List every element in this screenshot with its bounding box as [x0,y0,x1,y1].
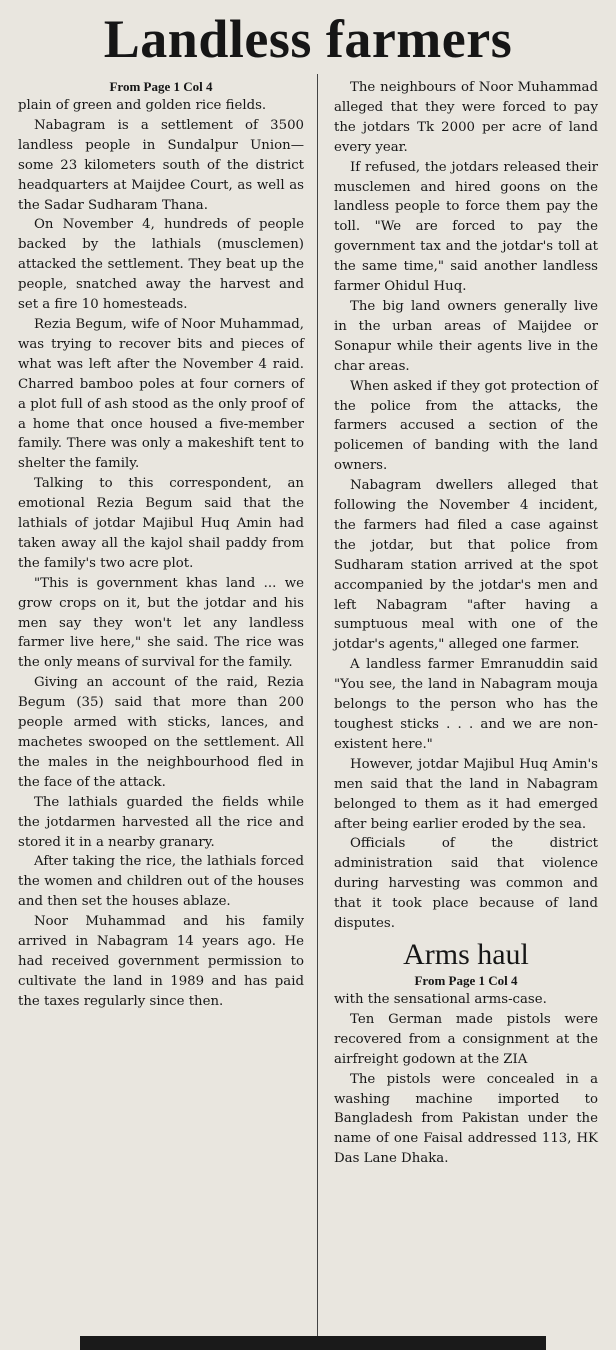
paragraph: If refused, the jotdars released their musclemen and hired goons on the landless people to force them pay the toll. "We are forced to pay the government tax and the jotdar's toll at the same time," said another landless farmer Ohidul Huq. [334,159,598,295]
next-headline-fragment [0,1336,616,1350]
paragraph: "This is government khas land ... we grow crops on it, but the jotdar and his men say they won't let any landless farmer live here," she said. The rice was the only means of survival for the family. [18,575,304,671]
paragraph: The pistols were concealed in a washing machine imported to Bangladesh from Pakistan under the name of one Faisal addressed 113, HK Das Lane Dhaka. [334,1071,598,1167]
paragraph: The neighbours of Noor Muhammad alleged that they were forced to pay the jotdars Tk 2000 per acre of land every year. [334,80,598,155]
paragraph: When asked if they got protection of the police from the attacks, the farmers accused a section of the policemen of banding with the land owners. [334,378,598,474]
paragraph: Noor Muhammad and his family arrived in Nabagram 14 years ago. He had received government permission to cultivate the land in 1989 and has paid the taxes regularly since then. [18,914,304,1009]
paragraph: The big land owners generally live in the urban areas of Maijdee or Sonapur while their agents live in the char areas. [334,298,598,374]
paragraph: Nabagram dwellers alleged that following the November 4 incident, the farmers had filed a case against the jotdar, but that police from Sudharam station arrived at the spot accompanied by the jotdar's men and left Nabagram "after having a sumptuous meal with one of the jotdar's agents," alleged one farmer. [334,478,598,653]
paragraph: A landless farmer Emranuddin said "You see, the land in Nabagram mouja belongs to the person who has the toughest sticks . . . and we are non-existent here." [334,657,598,752]
paragraph: Talking to this correspondent, an emotional Rezia Begum said that the lathials of jotdar Majibul Huq Amin had taken away all the kajol shail paddy from the family's two acre plot. [18,476,304,571]
paragraph: The lathials guarded the fields while the jotdarmen harvested all the rice and stored it in a nearby granary. [18,794,304,850]
paragraph: Rezia Begum, wife of Noor Muhammad, was trying to recover bits and pieces of what was left after the November 4 raid. Charred bamboo poles at four corners of a plot full of ash stood as the only proof of a home that once housed a five-member family. There was only a makeshift tent to shelter the family. [18,316,304,472]
paragraph: Officials of the district administration said that violence during harvesting was common and that it took place because of land disputes. [334,836,598,932]
paragraph: with the sensational arms-case. [334,991,547,1007]
paragraph: plain of green and golden rice fields. [18,98,267,113]
jump-line: From Page 1 Col 4 [109,79,213,94]
paragraph: On November 4, hundreds of people backed by the lathials (musclemen) attacked the settlement. They beat up the people, snatched away the harvest and set a fire 10 homesteads. [18,217,304,313]
article-column-left [18,78,304,1012]
paragraph: Nabagram is a settlement of 3500 landless people in Sundalpur Union—some 23 kilometers south of the district headquarters at Maijdee Court, as well as the Sadar Sudharam Thana. [18,117,304,213]
article-column-right [334,78,598,1169]
subheadline: Arms haul [403,937,529,971]
column-divider [317,74,318,1336]
jump-line: From Page 1 Col 4 [414,972,518,988]
paragraph: However, jotdar Majibul Huq Amin's men said that the land in Nabagram belonged to them as it had emerged after being earlier eroded by the sea. [334,756,598,832]
paragraph: Giving an account of the raid, Rezia Begum (35) said that more than 200 people armed with sticks, lances, and machetes swooped on the settlement. All the males in the neighbourhood fled in the face of the attack. [18,675,304,790]
headline: Landless farmers [103,9,513,69]
paragraph: After taking the rice, the lathials forced the women and children out of the houses and then set the houses ablaze. [18,854,304,910]
paragraph: Ten German made pistols were recovered from a consignment at the airfreight godown at the ZIA [334,1011,598,1067]
